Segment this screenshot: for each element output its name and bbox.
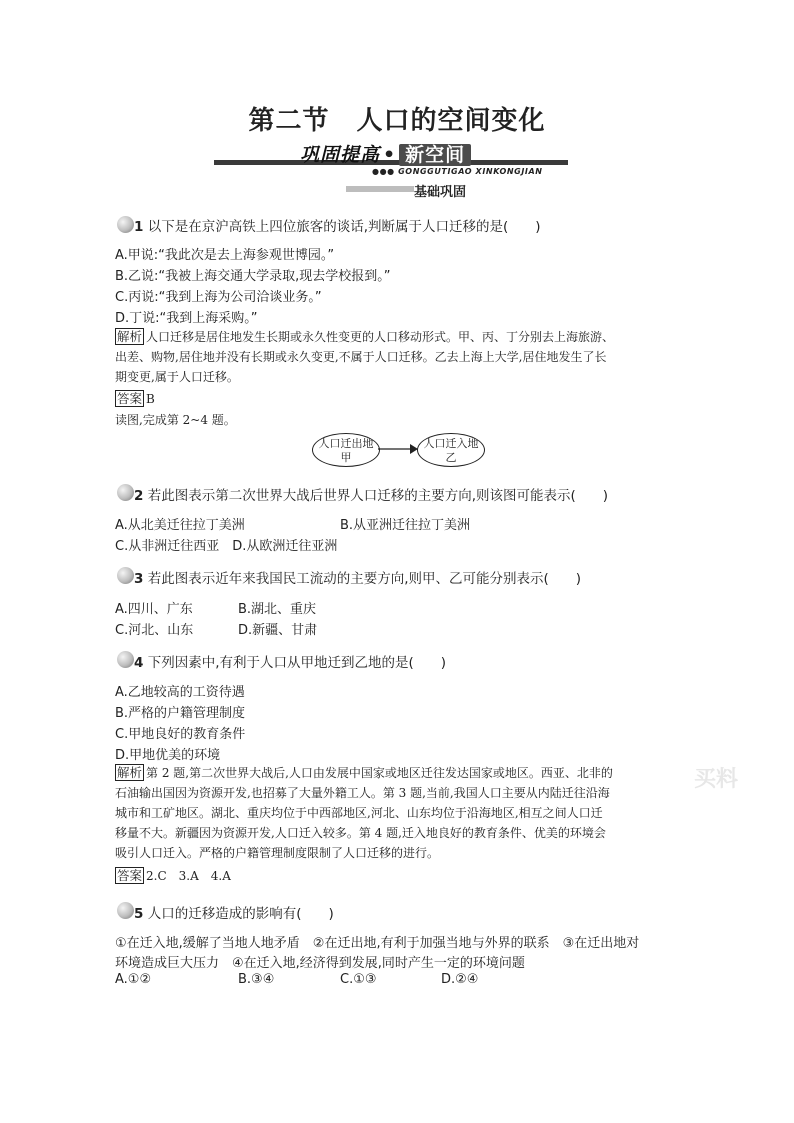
q1-option-c: C.丙说:“我到上海为公司洽谈业务。” [115, 290, 322, 305]
q4-option-a: A.乙地较高的工资待遇 [115, 685, 245, 700]
q5-stem [134, 902, 334, 922]
q234-jiexi-line: 第 2 题,第二次世界大战后,人口由发展中国家或地区迁往发达国家或地区。西亚、北非的 [146, 766, 613, 780]
question-bullet-icon [117, 216, 134, 233]
q4-option-c: C.甲地良好的教育条件 [115, 727, 246, 742]
q5-option-c: C.①③ [340, 972, 377, 987]
page-title: 第二节 人口的空间变化 [248, 106, 546, 136]
q3-option-c: C.河北、山东 [115, 623, 194, 638]
q1-answer-badge: 答案 [117, 391, 143, 406]
q4-number: 4 [134, 655, 144, 671]
q5-option-b: B.③④ [238, 972, 275, 987]
q1-jiexi-badge: 解析 [117, 329, 143, 344]
q234-jiexi-line: 移量不大。新疆因为资源开发,人口迁入较多。第 4 题,迁入地良好的教育条件、优美的环境会 [115, 826, 606, 840]
q234-answer-value: 2.C 3.A 4.A [146, 869, 231, 883]
question-bullet-icon [117, 902, 134, 919]
q3-option-a: A.四川、广东 [115, 602, 193, 617]
q1-option-b: B.乙说:“我被上海交通大学录取,现去学校报到。” [115, 269, 391, 284]
diagram-origin-label: 人口迁出地 [318, 437, 374, 450]
q1-jiexi-line: 出差、购物,居住地并没有长期或永久变更,不属于人口迁移。乙去上海上大学,居住地发生了长 [115, 350, 607, 364]
q5-statement-line: ①在迁入地,缓解了当地人地矛盾 ②在迁出地,有利于加强当地与外界的联系 ③在迁出地对 [115, 936, 640, 951]
q1-option-d: D.丁说:“我到上海采购。” [115, 311, 258, 326]
q4-stem [134, 651, 446, 671]
q3-option-d: D.新疆、甘肃 [238, 623, 318, 638]
q1-number: 1 [134, 219, 144, 235]
watermark: 买料 [694, 767, 739, 792]
q5-statement-line: 环境造成巨大压力 ④在迁入地,经济得到发展,同时产生一定的环境问题 [115, 956, 525, 971]
q5-stem-text: 人口的迁移造成的影响有( ) [147, 906, 334, 922]
diagram-arrow [378, 441, 418, 457]
q3-stem-text: 若此图表示近年来我国民工流动的主要方向,则甲、乙可能分别表示( ) [147, 571, 582, 587]
diagram-destination-label: 人口迁入地 [423, 437, 479, 450]
q4-option-b: B.严格的户籍管理制度 [115, 706, 246, 721]
instruction-text: 读图,完成第 2~4 题。 [115, 413, 236, 427]
diagram-origin-code: 甲 [340, 451, 352, 464]
q3-number: 3 [134, 571, 144, 587]
q1-option-a: A.甲说:“我此次是去上海参观世博园。” [115, 248, 335, 263]
q234-answer-badge: 答案 [117, 868, 143, 883]
diagram-origin-node [312, 433, 380, 467]
q234-answer [115, 866, 231, 886]
banner-part2: 新空间 [399, 144, 471, 166]
banner-pinyin: ●●● GONGGUTIGAO XINKONGJIAN [372, 167, 543, 176]
q5-option-a: A.①② [115, 972, 152, 987]
q1-stem [134, 215, 541, 235]
q5-option-d: D.②④ [441, 972, 479, 987]
q2-option-b: B.从亚洲迁往拉丁美洲 [340, 518, 471, 533]
q234-jiexi-line: 石油输出国因为资源开发,也招募了大量外籍工人。第 3 题,当前,我国人口主要从内陆迁往沿海 [115, 786, 610, 800]
q234-jiexi-badge: 解析 [117, 765, 143, 780]
q1-jiexi-line: 期变更,属于人口迁移。 [115, 370, 239, 384]
banner-part1: 巩固提高 [300, 144, 381, 166]
q1-explanation [115, 327, 685, 387]
q234-explanation [115, 763, 685, 863]
question-bullet-icon [117, 567, 134, 584]
q5-number: 5 [134, 906, 144, 922]
q234-jiexi-line: 城市和工矿地区。湖北、重庆均位于中西部地区,河北、山东均位于沿海地区,相互之间人口迁 [115, 806, 603, 820]
diagram-destination-node [417, 433, 485, 467]
banner-tag [300, 140, 471, 164]
q234-jiexi-line: 吸引人口迁入。严格的户籍管理制度限制了人口迁移的进行。 [115, 846, 440, 860]
banner-dot: • [383, 144, 397, 166]
q4-stem-text: 下列因素中,有利于人口从甲地迁到乙地的是( ) [147, 655, 447, 671]
q2-option-a: A.从北美迁往拉丁美洲 [115, 518, 245, 533]
q3-stem [134, 567, 581, 587]
q1-stem-text: 以下是在京沪高铁上四位旅客的谈话,判断属于人口迁移的是( ) [147, 219, 541, 235]
section-bar [346, 186, 414, 192]
question-bullet-icon [117, 651, 134, 668]
q2-stem-text: 若此图表示第二次世界大战后世界人口迁移的主要方向,则该图可能表示( ) [147, 488, 609, 504]
q1-answer [115, 389, 155, 409]
q1-jiexi-line: 人口迁移是居住地发生长期或永久性变更的人口移动形式。甲、丙、丁分别去上海旅游、 [146, 330, 615, 344]
section-title: 基础巩固 [414, 185, 467, 200]
q2-stem [134, 484, 608, 504]
q4-option-d: D.甲地优美的环境 [115, 748, 221, 763]
q2-number: 2 [134, 488, 144, 504]
q1-answer-value: B [146, 392, 155, 406]
question-bullet-icon [117, 484, 134, 501]
q2-option-cd: C.从非洲迁往西亚 D.从欧洲迁往亚洲 [115, 539, 338, 554]
diagram-destination-code: 乙 [445, 451, 457, 464]
q3-option-b: B.湖北、重庆 [238, 602, 317, 617]
